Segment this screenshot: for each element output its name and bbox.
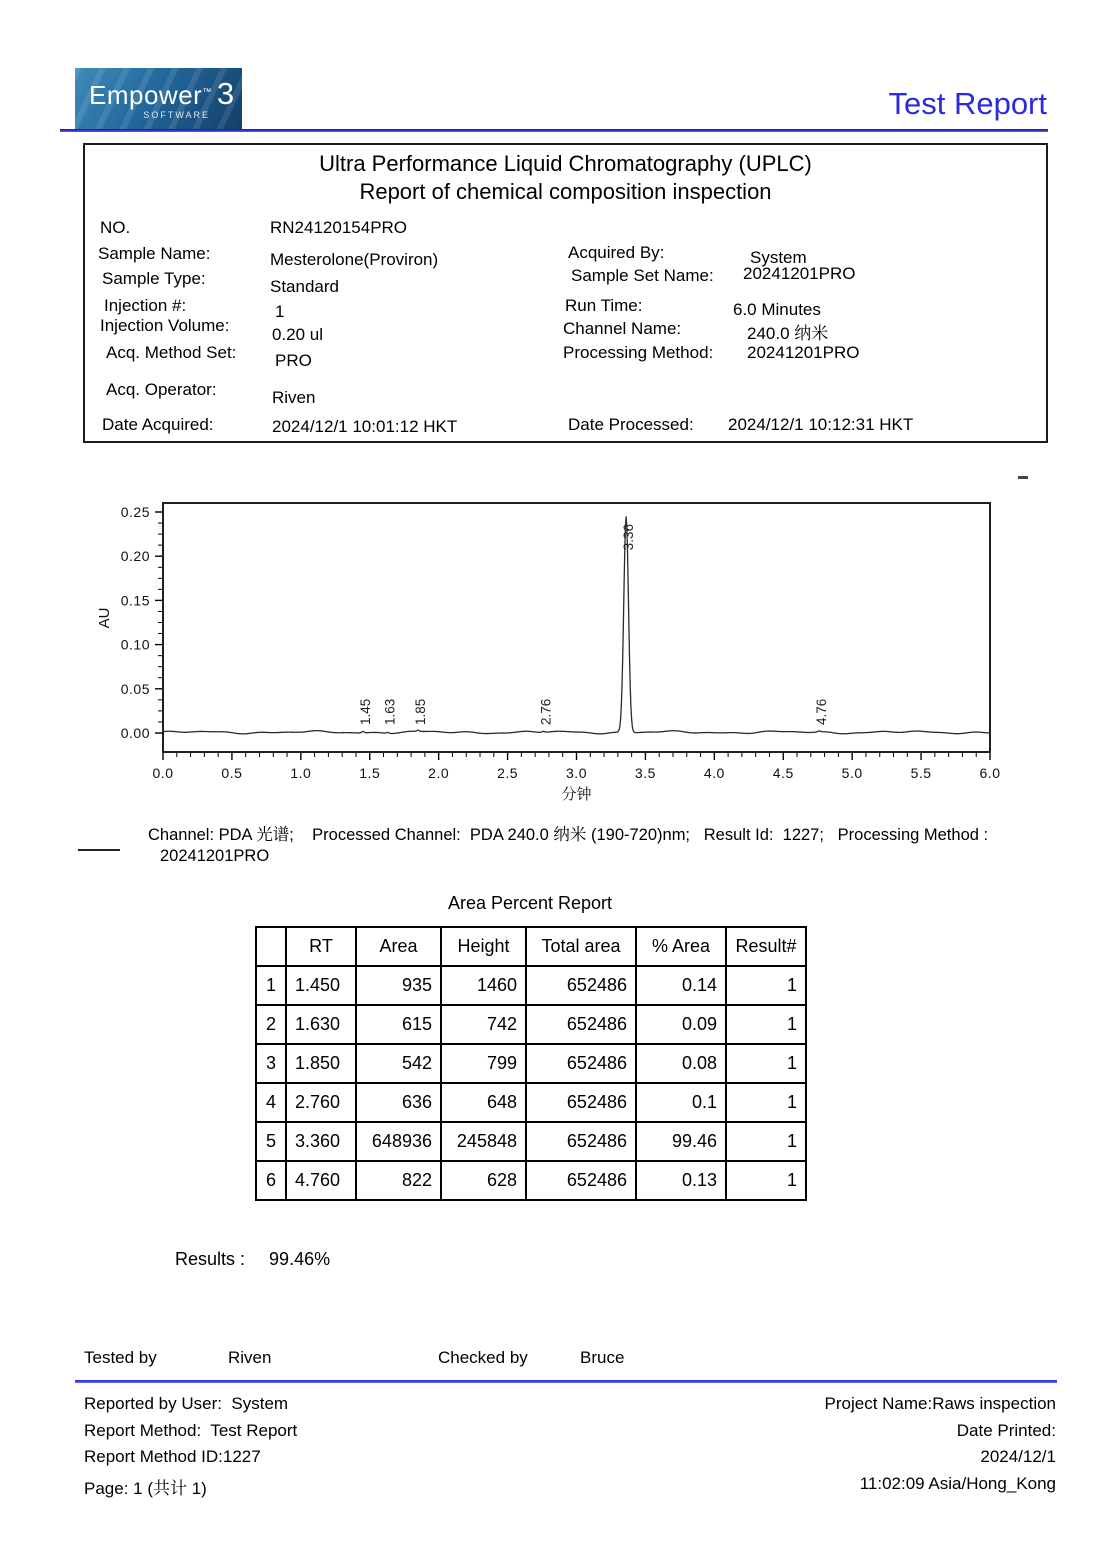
table-row: [256, 1044, 806, 1083]
channel-caption-line1: Channel: PDA 光谱; Processed Channel: PDA 240.0 纳米 (190-720)nm; Result Id: 1227; Processing Method :: [148, 826, 989, 844]
cell-total-area: 652486: [526, 966, 636, 1005]
peak-rt-label: 1.85: [412, 698, 428, 725]
y-tick-label: 0.15: [120, 592, 150, 609]
cell-pct-area: 0.09: [636, 1005, 726, 1044]
table-row: [256, 1083, 806, 1122]
cell-rt: 3.360: [286, 1122, 356, 1161]
chart-corner-dash: [1018, 476, 1028, 479]
x-tick-label: 3.0: [566, 765, 587, 781]
trademark-symbol: ™: [202, 86, 212, 97]
field-value-channel-name: 240.0 纳米: [747, 324, 829, 343]
cell-pct-area: 0.14: [636, 966, 726, 1005]
field-label-channel-name: Channel Name:: [563, 319, 682, 338]
checked-by-value: Bruce: [580, 1348, 625, 1367]
cell-area: 822: [356, 1161, 441, 1200]
cell-height: 628: [441, 1161, 526, 1200]
x-tick-label: 4.5: [772, 765, 794, 781]
footer-project-name: Project Name:Raws inspection: [824, 1394, 1056, 1413]
peak-rt-label: 4.76: [814, 698, 830, 725]
cell-total-area: 652486: [526, 1005, 636, 1044]
y-tick-label: 0.20: [120, 548, 150, 565]
tested-by-label: Tested by: [84, 1348, 157, 1367]
cell-rt: 1.450: [286, 966, 356, 1005]
cell-area: 615: [356, 1005, 441, 1044]
cell-total-area: 652486: [526, 1083, 636, 1122]
cell-rt: 1.630: [286, 1005, 356, 1044]
results-label: Results :: [175, 1249, 246, 1269]
x-tick-label: 3.5: [634, 765, 656, 781]
logo-brand: Empower: [89, 80, 203, 110]
field-label-run-time: Run Time:: [565, 296, 643, 315]
field-value-no: RN24120154PRO: [270, 218, 408, 237]
col-header-pct-area: % Area: [636, 927, 726, 966]
cell-result: 1: [726, 1044, 806, 1083]
cell-rt: 2.760: [286, 1083, 356, 1122]
field-label-processing-method: Processing Method:: [563, 343, 714, 362]
y-axis-label: AU: [96, 607, 113, 629]
x-tick-label: 6.0: [979, 765, 1001, 781]
footer-divider-line: [75, 1380, 1057, 1383]
field-label-date-acquired: Date Acquired:: [102, 415, 214, 434]
field-label-sample-name: Sample Name:: [98, 244, 211, 263]
cell-area: 636: [356, 1083, 441, 1122]
field-value-date-processed: 2024/12/1 10:12:31 HKT: [728, 415, 914, 434]
results-line: [165, 1228, 330, 1270]
field-value-injection-num: 1: [275, 302, 285, 321]
footer-print-time: 11:02:09 Asia/Hong_Kong: [859, 1474, 1056, 1493]
cell-idx: 2: [256, 1005, 286, 1044]
peak-rt-label: 1.45: [357, 698, 373, 725]
field-value-processing-method: 20241201PRO: [747, 343, 860, 362]
cell-pct-area: 99.46: [636, 1122, 726, 1161]
report-title-line1: Ultra Performance Liquid Chromatography (UPLC): [319, 151, 812, 176]
peak-rt-label: 3.36: [621, 524, 637, 551]
cell-height: 742: [441, 1005, 526, 1044]
peak-rt-label: 2.76: [538, 698, 554, 725]
col-header-idx: [256, 927, 286, 966]
footer-page-number: Page: 1 (共计 1): [84, 1479, 207, 1498]
header-divider-line: [60, 129, 1048, 132]
col-header-height: Height: [441, 927, 526, 966]
cell-idx: 1: [256, 966, 286, 1005]
x-tick-label: 5.0: [841, 765, 863, 781]
cell-idx: 5: [256, 1122, 286, 1161]
cell-pct-area: 0.1: [636, 1083, 726, 1122]
chromatogram-plot: [75, 465, 1035, 805]
field-label-no: NO.: [100, 218, 131, 237]
field-label-injection-num: Injection #:: [104, 296, 187, 315]
area-percent-table: [255, 926, 807, 1201]
footer-reported-by: Reported by User: System: [84, 1394, 289, 1413]
cell-pct-area: 0.08: [636, 1044, 726, 1083]
col-header-result: Result#: [726, 927, 806, 966]
cell-total-area: 652486: [526, 1044, 636, 1083]
cell-height: 245848: [441, 1122, 526, 1161]
col-header-area: Area: [356, 927, 441, 966]
cell-rt: 4.760: [286, 1161, 356, 1200]
table-row: [256, 1122, 806, 1161]
field-value-sample-name: Mesterolone(Proviron): [270, 250, 439, 269]
cell-height: 648: [441, 1083, 526, 1122]
cell-area: 935: [356, 966, 441, 1005]
logo-subtitle: SOFTWARE: [143, 110, 210, 120]
col-header-total-area: Total area: [526, 927, 636, 966]
field-value-injection-volume: 0.20 ul: [272, 325, 324, 344]
cell-result: 1: [726, 1083, 806, 1122]
field-value-acq-method-set: PRO: [275, 351, 312, 370]
field-value-sample-set-name: 20241201PRO: [743, 264, 856, 283]
field-value-acq-operator: Riven: [272, 388, 316, 407]
field-label-acq-operator: Acq. Operator:: [106, 380, 217, 399]
x-tick-label: 4.0: [703, 765, 725, 781]
field-label-acq-method-set: Acq. Method Set:: [106, 343, 237, 362]
table-row: [256, 966, 806, 1005]
report-title-line2: Report of chemical composition inspection: [359, 179, 772, 204]
y-tick-label: 0.10: [120, 636, 150, 653]
footer-print-date: 2024/12/1: [980, 1447, 1056, 1466]
y-tick-label: 0.00: [120, 725, 150, 741]
plot-border: [163, 503, 990, 752]
cell-idx: 4: [256, 1083, 286, 1122]
cell-height: 799: [441, 1044, 526, 1083]
tested-by-value: Riven: [228, 1348, 272, 1367]
cell-rt: 1.850: [286, 1044, 356, 1083]
x-tick-label: 2.0: [428, 765, 450, 781]
table-row: [256, 1005, 806, 1044]
field-label-acquired-by: Acquired By:: [568, 243, 665, 262]
cell-result: 1: [726, 1005, 806, 1044]
checked-by-label: Checked by: [438, 1348, 528, 1367]
field-label-sample-set-name: Sample Set Name:: [571, 266, 714, 285]
cell-pct-area: 0.13: [636, 1161, 726, 1200]
cell-total-area: 652486: [526, 1161, 636, 1200]
logo-wordmark: [89, 76, 235, 112]
x-tick-label: 1.5: [359, 765, 381, 781]
field-value-sample-type: Standard: [270, 277, 339, 296]
x-tick-label: 0.0: [152, 765, 174, 781]
channel-caption-line2: 20241201PRO: [160, 847, 270, 865]
field-label-injection-volume: Injection Volume:: [100, 316, 230, 335]
cell-result: 1: [726, 1161, 806, 1200]
x-axis-label: 分钟: [561, 786, 592, 803]
cell-idx: 6: [256, 1161, 286, 1200]
logo-version: 3: [216, 76, 235, 111]
cell-result: 1: [726, 966, 806, 1005]
col-header-rt: RT: [286, 927, 356, 966]
table-header-row: [256, 927, 806, 966]
cell-total-area: 652486: [526, 1122, 636, 1161]
page-title: Test Report: [888, 86, 1047, 121]
field-value-acquired-by: System: [750, 248, 807, 267]
report-header-box: [83, 143, 1048, 443]
area-table-title: Area Percent Report: [447, 893, 613, 913]
footer-report-method: Report Method: Test Report: [84, 1421, 298, 1440]
footer-report-method-id: Report Method ID:1227: [84, 1447, 261, 1466]
table-row: [256, 1161, 806, 1200]
y-tick-label: 0.05: [120, 680, 150, 697]
empower-logo: [75, 68, 242, 130]
cell-area: 542: [356, 1044, 441, 1083]
field-value-date-acquired: 2024/12/1 10:01:12 HKT: [272, 417, 458, 436]
cell-idx: 3: [256, 1044, 286, 1083]
cell-result: 1: [726, 1122, 806, 1161]
x-tick-label: 2.5: [497, 765, 519, 781]
channel-legend-line: [78, 849, 120, 851]
y-tick-label: 0.25: [120, 504, 150, 520]
field-label-date-processed: Date Processed:: [568, 415, 694, 434]
x-tick-label: 5.5: [910, 765, 932, 781]
field-value-run-time: 6.0 Minutes: [733, 300, 821, 319]
chromatogram-trace: [163, 517, 990, 734]
field-label-sample-type: Sample Type:: [102, 269, 206, 288]
cell-area: 648936: [356, 1122, 441, 1161]
peak-rt-label: 1.63: [382, 698, 398, 725]
footer-date-printed: Date Printed:: [956, 1421, 1056, 1440]
cell-height: 1460: [441, 966, 526, 1005]
x-tick-label: 0.5: [221, 765, 243, 781]
x-tick-label: 1.0: [290, 765, 312, 781]
results-value: 99.46%: [269, 1249, 331, 1269]
